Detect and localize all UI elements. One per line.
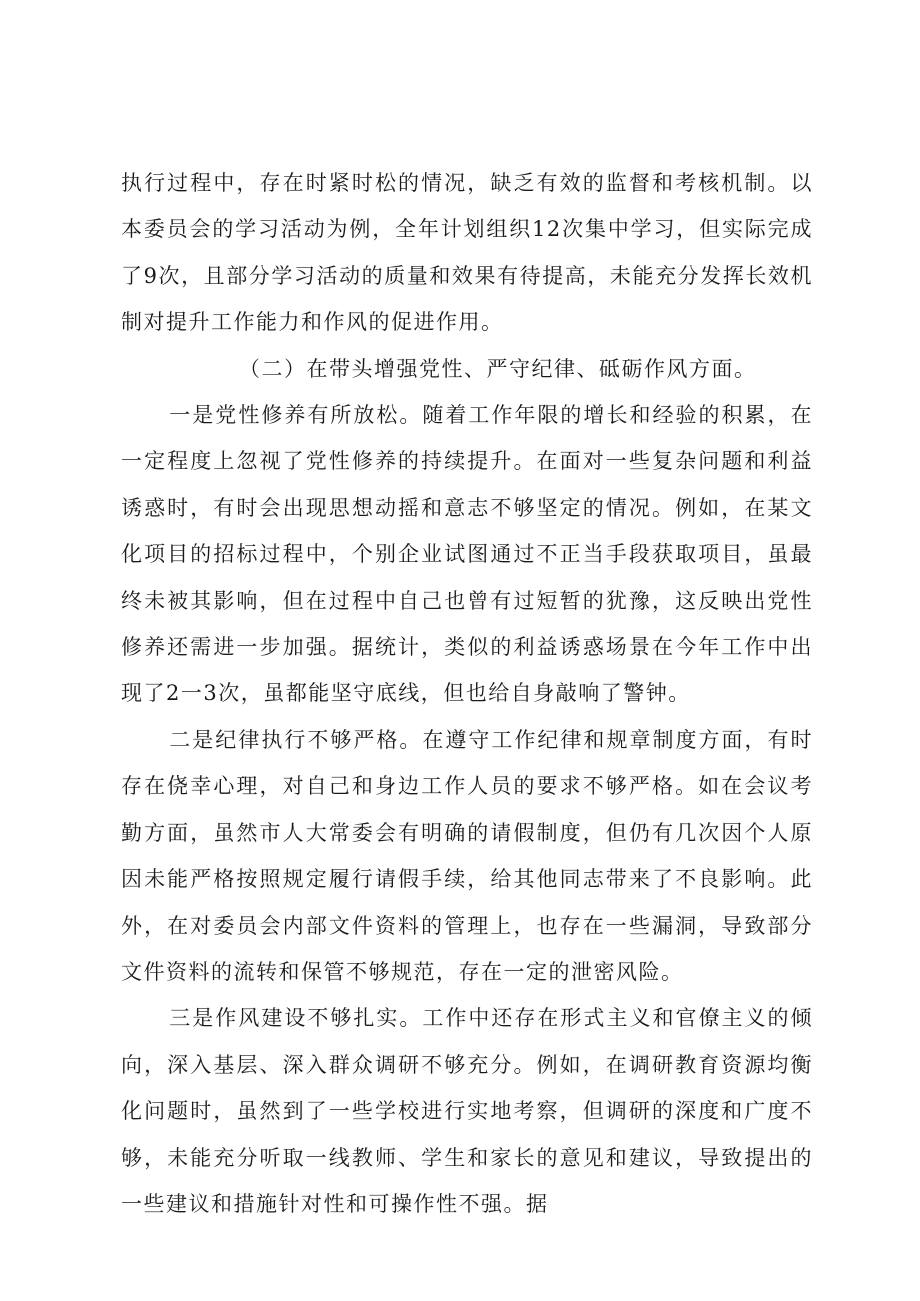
paragraph-work-style: 三是作风建设不够扎实。工作中还存在形式主义和官僚主义的倾向，深入基层、深入群众调研不够充分。例如，在调研教育资源均衡化问题时，虽然到了一些学校进行实地考察，但调研的深度和广度不够，未能充分听取一线教师、学生和家长的意见和建议，导致提出的一些建议和措施针对性和可操作性不强。据 (121, 1006, 813, 1216)
paragraph-discipline: 二是纪律执行不够严格。在遵守工作纪律和规章制度方面，有时存在侥幸心理，对自己和身边工作人员的要求不够严格。如在会议考勤方面，虽然市人大常委会有明确的请假制度，但仍有几次因个人原因未能严格按照规定履行请假手续，给其他同志带来了不良影响。此外，在对委员会内部文件资料的管理上，也存在一些漏洞，导致部分文件资料的流转和保管不够规范，存在一定的泄密风险。 (121, 727, 813, 984)
document-body (121, 160, 813, 1227)
paragraph-party-spirit: 一是党性修养有所放松。随着工作年限的增长和经验的积累，在一定程度上忽视了党性修养的持续提升。在面对一些复杂问题和利益诱惑时，有时会出现思想动摇和意志不够坚定的情况。例如，在某文化项目的招标过程中，个别企业试图通过不正当手段获取项目，虽最终未被其影响，但在过程中自己也曾有过短暂的犹豫，这反映出党性修养还需进一步加强。据统计，类似的利益诱惑场景在今年工作中出现了2一3次，虽都能坚守底线，但也给自身敲响了警钟。 (121, 403, 813, 706)
section-heading: （二）在带头增强党性、严守纪律、砥砺作风方面。 (239, 356, 757, 381)
paragraph-continuation: 执行过程中，存在时紧时松的情况，缺乏有效的监督和考核机制。以本委员会的学习活动为例，全年计划组织12次集中学习，但实际完成了9次，且部分学习活动的质量和效果有待提高，未能充分发挥长效机制对提升工作能力和作风的促进作用。 (121, 171, 813, 335)
